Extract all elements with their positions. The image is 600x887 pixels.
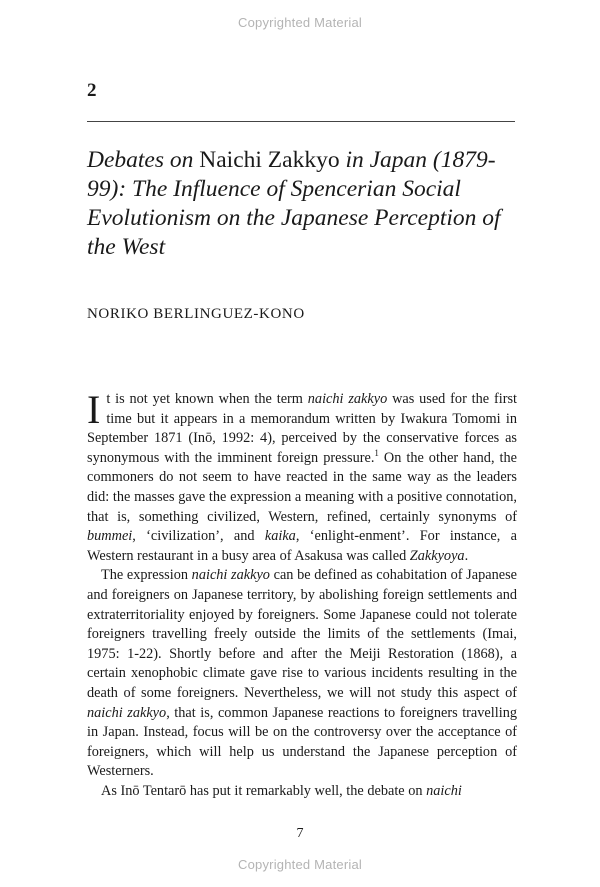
author-name: NORIKO BERLINGUEZ-KONO (87, 306, 305, 322)
title-rule (87, 121, 515, 122)
text-run: The expression (101, 567, 192, 584)
paragraph (87, 782, 517, 802)
paragraph (87, 387, 517, 566)
text-run: On the other hand, the commoners do not seem to have reacted in the same way as the leaders did: the masses gave the expression a meaning with a positive connotation, that is, something civilized, Western, refined, certainly synonyms of (87, 449, 517, 525)
text-run: , ‘civilization’, and (132, 528, 265, 545)
text-run: , ‘enlight-enment’. For instance, a Western restaurant in a busy area of Asakusa was called (87, 528, 517, 564)
title-roman: Naichi Zakkyo (199, 147, 340, 173)
text-run: t is not yet known when the term (106, 391, 308, 407)
text-run: . (464, 547, 469, 564)
page-number: 7 (296, 826, 304, 841)
italic-term: bummei (87, 528, 133, 545)
chapter-title (87, 146, 523, 262)
paragraph (87, 566, 517, 782)
italic-term: naichi zakkyo (307, 391, 388, 407)
text-run: was used for the first time but it appears in a memorandum written by Iwakura Tomomi in September 1871 (Inō, 1992: 4), perceived by the conservative forces as synonymous with the imminent foreign pressure. (87, 391, 517, 466)
watermark-bottom: Copyrighted Material (238, 857, 362, 872)
footnote-ref: 1 (374, 448, 379, 459)
body-text (87, 387, 517, 801)
italic-term: kaika (264, 528, 296, 545)
title-part-1: Debates on (87, 147, 200, 173)
title-part-2: in Japan (1879-99): The Influence of Spencerian Social Evolutionism on the Japanese Perception of the West (87, 147, 501, 260)
italic-term: Zakkyoya (409, 547, 465, 564)
italic-term: naichi (426, 782, 462, 799)
drop-cap: I (87, 387, 101, 432)
italic-term: naichi zakkyo (87, 704, 167, 721)
text-run: As Inō Tentarō has put it remarkably well, the debate on (101, 782, 427, 799)
chapter-number: 2 (87, 80, 97, 101)
italic-term: naichi zakkyo (191, 567, 270, 584)
text-run: can be defined as cohabitation of Japanese and foreigners on Japanese territory, by abolishing foreign settlements and extraterritoriality enjoyed by foreigners. Some Japanese could not tolerate foreigners travelling freely outside the limits of the settlements (Imai, 1975: 1-22). Shortly before and after the Meiji Restoration (1868), a certain xenophobic climate gave rise to various incidents resulting in the death of some foreigners. Nevertheless, we will not study this aspect of (87, 567, 517, 701)
watermark-top: Copyrighted Material (238, 15, 362, 30)
text-run: , that is, common Japanese reactions to foreigners travelling in Japan. Instead, focus will be on the controversy over the acceptance of foreigners, which will help us understand the Japanese perception of Westerners. (87, 704, 517, 780)
